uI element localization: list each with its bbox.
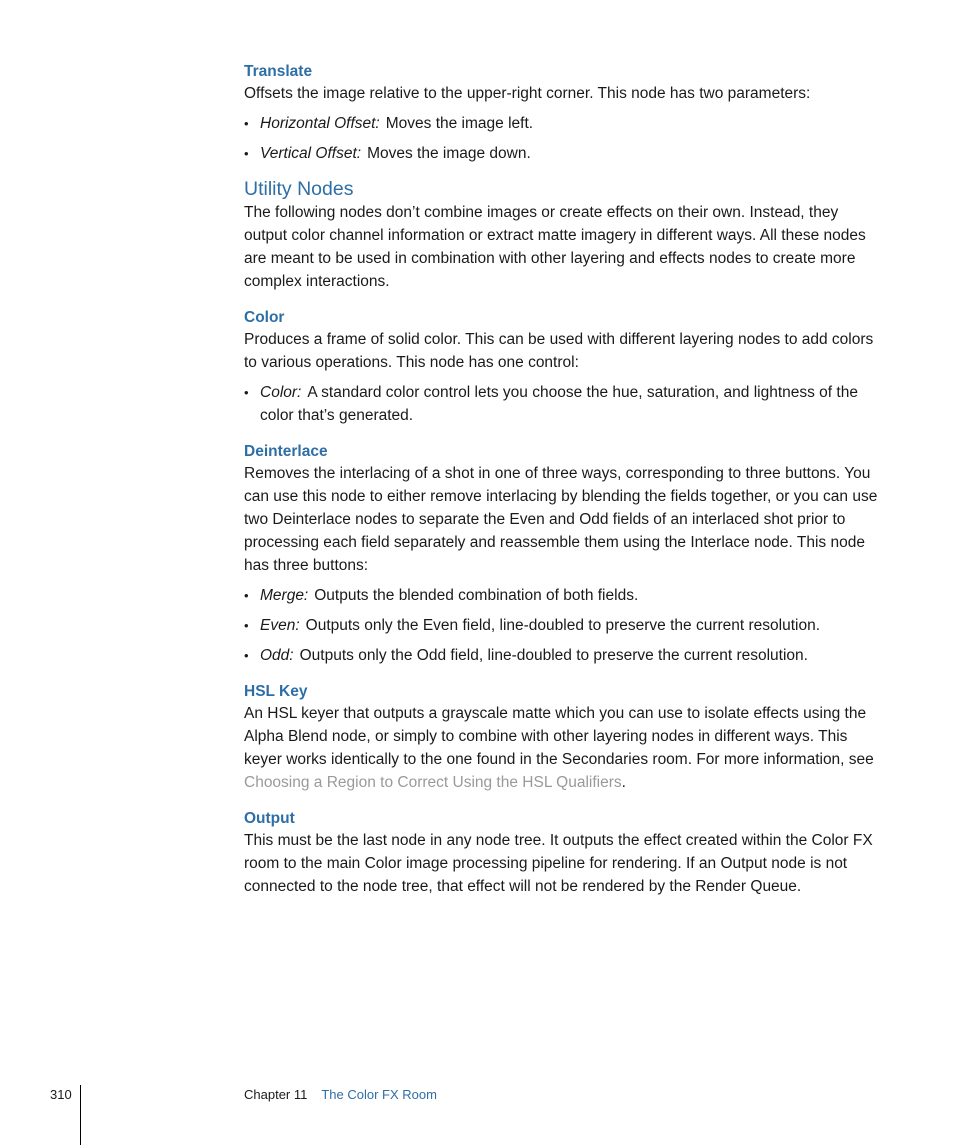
- page-number: 310: [50, 1087, 72, 1102]
- hsl-key-heading: HSL Key: [244, 683, 308, 700]
- list-item: [244, 644, 884, 667]
- bullet-term: Color:: [260, 384, 302, 401]
- deinterlace-heading: Deinterlace: [244, 443, 328, 460]
- hsl-key-text: An HSL keyer that outputs a grayscale matte which you can use to isolate effects using the Alpha Blend node, or simply to combine with other layering nodes in different ways. This keyer works identically to the one found in the Secondaries room. For more information, see: [244, 705, 874, 768]
- translate-bullets: [244, 112, 884, 165]
- bullet-desc: Outputs the blended combination of both fields.: [314, 587, 639, 604]
- list-item: [244, 142, 884, 165]
- list-item: [244, 112, 884, 135]
- color-bullets: [244, 381, 884, 427]
- bullet-desc: Outputs only the Odd field, line-doubled to preserve the current resolution.: [299, 647, 808, 664]
- color-heading: Color: [244, 309, 285, 326]
- list-item: [244, 614, 884, 637]
- bullet-desc: Outputs only the Even field, line-doubled to preserve the current resolution.: [305, 617, 821, 634]
- hsl-qualifiers-link[interactable]: Choosing a Region to Correct Using the HSL Qualifiers: [244, 774, 622, 791]
- list-item: [244, 584, 884, 607]
- deinterlace-intro: Removes the interlacing of a shot in one of three ways, corresponding to three buttons. You can use this node to either remove interlacing by blending the fields together, or you can use two Deinterlace nodes to separate the Even and Odd fields of an interlaced shot prior to processing each field separately and reassemble them using the Interlace node. This node has three buttons:: [244, 465, 878, 574]
- footer-divider: [80, 1085, 81, 1145]
- chapter-title-link[interactable]: The Color FX Room: [321, 1087, 437, 1102]
- translate-heading: Translate: [244, 63, 313, 80]
- page-content: [244, 62, 884, 898]
- bullet-desc: Moves the image down.: [367, 145, 531, 162]
- utility-nodes-heading: Utility Nodes: [244, 178, 354, 200]
- list-item: [244, 381, 884, 427]
- output-intro: This must be the last node in any node tree. It outputs the effect created within the Color FX room to the main Color image processing pipeline for rendering. If an Output node is not connected to the node tree, that effect will not be rendered by the Render Queue.: [244, 832, 873, 895]
- bullet-term: Merge:: [260, 587, 309, 604]
- chapter-label: Chapter 11: [244, 1087, 308, 1102]
- translate-intro: Offsets the image relative to the upper-right corner. This node has two parameters:: [244, 85, 811, 102]
- bullet-desc: Moves the image left.: [385, 115, 534, 132]
- color-intro: Produces a frame of solid color. This can be used with different layering nodes to add colors to various operations. This node has one control:: [244, 331, 874, 371]
- utility-nodes-intro: The following nodes don’t combine images or create effects on their own. Instead, they output color channel information or extract matte imagery in different ways. All these nodes are meant to be used in combination with other layering and effects nodes to create more complex interactions.: [244, 204, 866, 290]
- output-heading: Output: [244, 810, 295, 827]
- deinterlace-bullets: [244, 584, 884, 667]
- bullet-term: Vertical Offset:: [260, 145, 362, 162]
- chapter-footer: [244, 1087, 437, 1102]
- bullet-term: Even:: [260, 617, 300, 634]
- hsl-key-period: .: [621, 774, 626, 791]
- bullet-term: Horizontal Offset:: [260, 115, 380, 132]
- bullet-desc: A standard color control lets you choose the hue, saturation, and lightness of the color that’s generated.: [260, 384, 858, 424]
- hsl-key-intro: [244, 702, 884, 794]
- bullet-term: Odd:: [260, 647, 294, 664]
